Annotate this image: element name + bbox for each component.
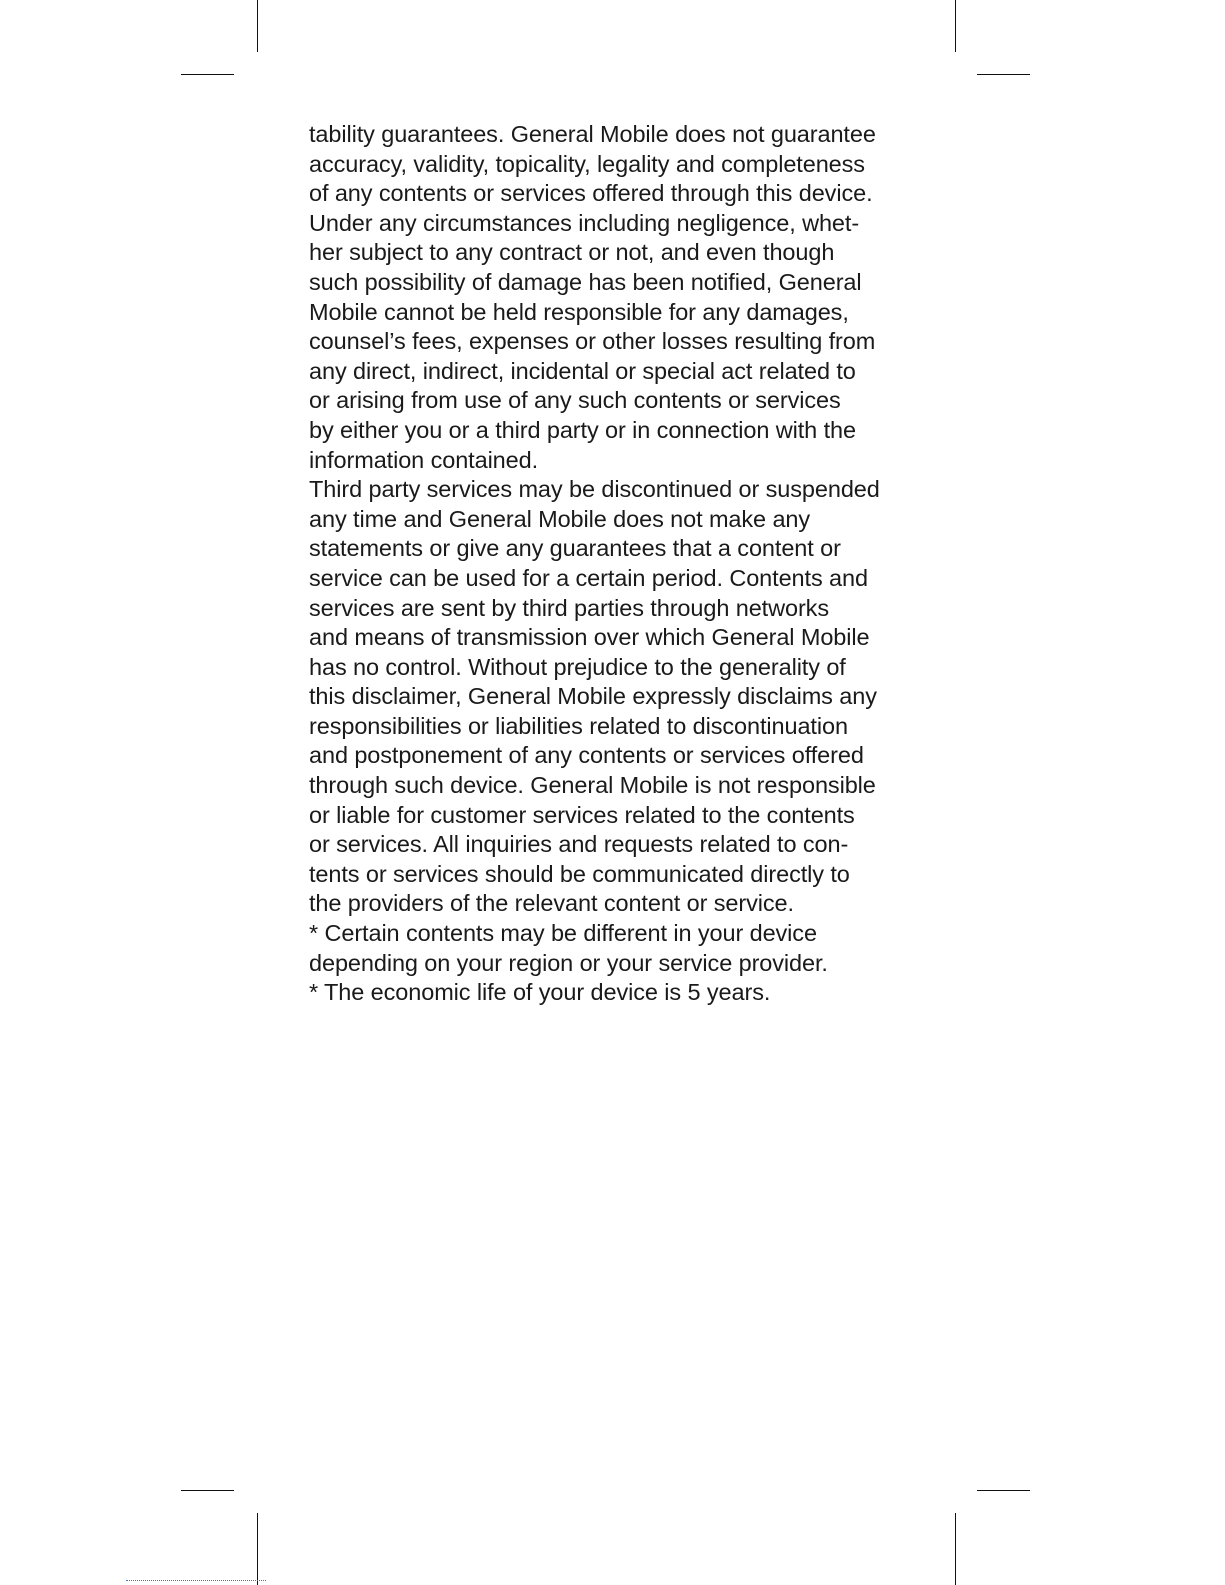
- text-line: Mobile cannot be held responsible for any damages,: [309, 298, 849, 325]
- text-line: service can be used for a certain period. Contents and: [309, 564, 868, 591]
- text-line: * The economic life of your device is 5 years.: [309, 979, 771, 1006]
- text-line: any time and General Mobile does not make any: [309, 505, 811, 532]
- text-line: has no control. Without prejudice to the generality of: [309, 653, 846, 680]
- text-line: services are sent by third parties through networks: [309, 594, 829, 621]
- crop-mark-bottom-right-vertical: [955, 1513, 956, 1585]
- text-line: * Certain contents may be different in your device: [309, 920, 817, 947]
- crop-mark-top-left-horizontal: [181, 74, 234, 75]
- disclaimer-text-block: [309, 120, 929, 1008]
- text-line: by either you or a third party or in connection with the: [309, 416, 856, 443]
- text-line: statements or give any guarantees that a content or: [309, 535, 841, 562]
- crop-mark-bottom-left-vertical: [257, 1513, 258, 1585]
- text-line: and postponement of any contents or services offered: [309, 742, 864, 769]
- text-line: this disclaimer, General Mobile expressly disclaims any: [309, 683, 877, 710]
- crop-mark-top-left-vertical: [257, 0, 258, 52]
- crop-mark-bottom-right-horizontal: [977, 1490, 1030, 1491]
- text-line: and means of transmission over which General Mobile: [309, 624, 870, 651]
- text-line: information contained.: [309, 446, 539, 473]
- crop-mark-top-right-horizontal: [977, 74, 1030, 75]
- text-line: Third party services may be discontinued or suspended: [309, 476, 880, 503]
- text-line: tents or services should be communicated directly to: [309, 860, 850, 887]
- text-line: such possibility of damage has been notified, General: [309, 268, 862, 295]
- text-line: accuracy, validity, topicality, legality and completeness: [309, 150, 865, 177]
- bottom-dotted-rule: [126, 1580, 266, 1581]
- text-line: Under any circumstances including negligence, whet-: [309, 209, 860, 236]
- text-line: depending on your region or your service provider.: [309, 949, 828, 976]
- text-line: responsibilities or liabilities related to discontinuation: [309, 712, 848, 739]
- text-line: of any contents or services offered through this device.: [309, 180, 873, 207]
- text-line: the providers of the relevant content or service.: [309, 890, 794, 917]
- text-line: her subject to any contract or not, and even though: [309, 239, 835, 266]
- crop-mark-bottom-left-horizontal: [181, 1490, 234, 1491]
- text-line: any direct, indirect, incidental or special act related to: [309, 357, 856, 384]
- text-line: or services. All inquiries and requests related to con-: [309, 831, 849, 858]
- crop-mark-top-right-vertical: [955, 0, 956, 52]
- text-line: counsel’s fees, expenses or other losses resulting from: [309, 328, 876, 355]
- text-line: through such device. General Mobile is not responsible: [309, 772, 876, 799]
- text-line: or liable for customer services related to the contents: [309, 801, 855, 828]
- text-line: or arising from use of any such contents or services: [309, 387, 841, 414]
- text-line: tability guarantees. General Mobile does not guarantee: [309, 121, 876, 147]
